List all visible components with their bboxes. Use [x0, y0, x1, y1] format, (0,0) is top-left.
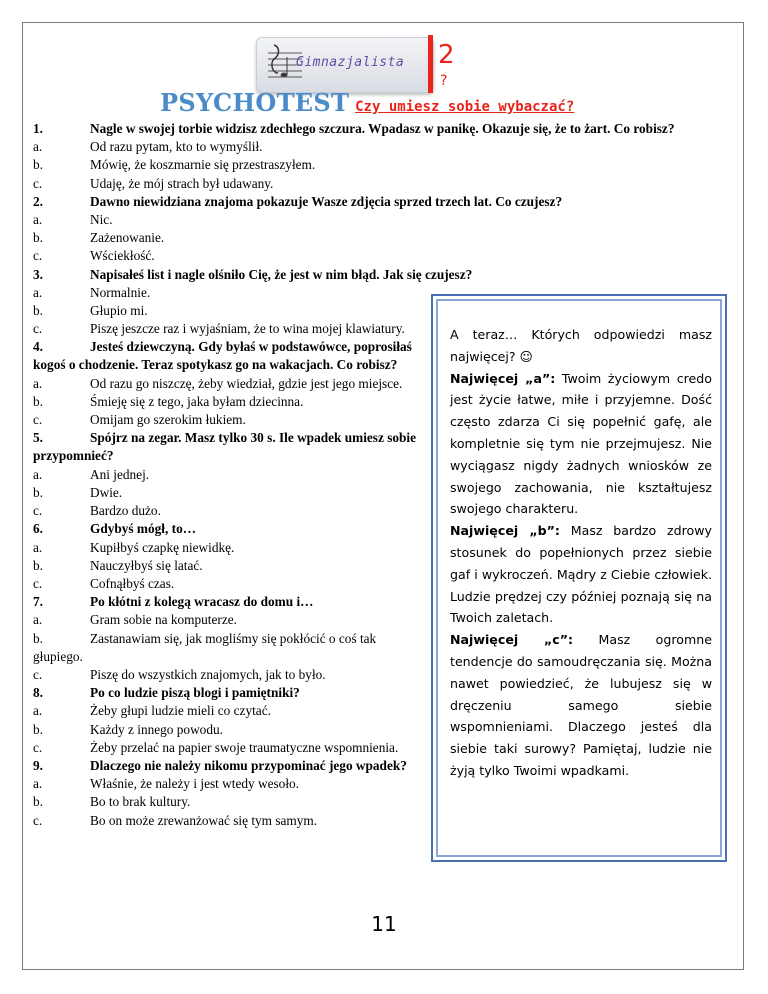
answer-2a: a. Nic.	[33, 211, 113, 227]
result-b	[450, 520, 712, 629]
question-8: 8. Po co ludzie piszą blogi i pamiętniki?	[33, 685, 300, 701]
results-box	[431, 294, 727, 862]
logo-text: Gimnazjalista	[296, 55, 405, 70]
answer-6c: c. Cofnąłbyś czas.	[33, 575, 175, 591]
answer-5a: a. Ani jednej.	[33, 466, 150, 482]
question-9: 9. Dlaczego nie należy nikomu przypominać jego wpadek?	[33, 757, 407, 773]
page-title	[160, 88, 574, 117]
result-a	[450, 368, 712, 521]
answer-1b: b. Mówię, że koszmarnie się przestraszyłem.	[33, 157, 316, 173]
answer-9c: c. Bo on może zrewanżować się tym samym.	[33, 812, 318, 828]
answer-6a: a. Kupiłbyś czapkę niewidkę.	[33, 539, 235, 555]
result-c-label: Najwięcej „c”:	[450, 632, 574, 648]
answer-8b: b. Każdy z innego powodu.	[33, 721, 223, 737]
answer-8c: c. Żeby przelać na papier swoje traumatyczne wspomnienia.	[33, 739, 399, 755]
answer-9a: a. Właśnie, że należy i jest wtedy wesoło.	[33, 776, 299, 792]
gimnazjalista-logo	[256, 33, 464, 95]
question-1: 1. Nagle w swojej torbie widzisz zdechłego szczura. Wpadasz w panikę. Okazuje się, że to żart. Co robisz?	[33, 121, 675, 136]
results-intro: A teraz… Których odpowiedzi masz najwięcej? ☺	[450, 327, 712, 364]
result-b-text: Masz bardzo zdrowy stosunek do popełnionych przez siebie gaf i wykroczeń. Mądry z Ciebie człowiek. Ludzie prędzej czy później poznają się na Twoich zaletach.	[450, 523, 712, 626]
question-3: 3. Napisałeś list i nagle olśniło Cię, że jest w nim błąd. Jak się czujesz?	[33, 266, 473, 282]
answer-3a: a. Normalnie.	[33, 284, 151, 300]
answer-1a: a. Od razu pytam, kto to wymyślił.	[33, 139, 263, 155]
answer-7a: a. Gram sobie na komputerze.	[33, 612, 237, 628]
result-b-label: Najwięcej „b”:	[450, 523, 560, 539]
question-2: 2. Dawno niewidziana znajoma pokazuje Wasze zdjęcia sprzed trzech lat. Co czujesz?	[33, 193, 563, 209]
answer-7b: b. Zastanawiam się, jak mogliśmy się pokłócić o coś tak głupiego.	[33, 630, 377, 664]
result-a-label: Najwięcej „a”:	[450, 370, 556, 386]
page-number: 11	[371, 912, 397, 936]
answer-4b: b. Śmieję się z tego, jaka byłam dziecinna.	[33, 393, 304, 409]
answer-9b: b. Bo to brak kultury.	[33, 794, 191, 810]
result-c	[450, 629, 712, 782]
answer-5b: b. Dwie.	[33, 484, 123, 500]
result-a-text: Twoim życiowym credo jest życie łatwe, miłe i przyjemne. Dość często zdarza Ci się popełnić gafę, ale kompletnie się tym nie przejmujesz. Nie wyciągasz nigdy żadnych wniosków ze swojego zachowania, nie kształtujesz swojego charakteru.	[450, 370, 712, 517]
title-main: PSYCHOTEST	[160, 88, 350, 117]
result-c-text: Masz ogromne tendencje do samoudręczania się. Można nawet powiedzieć, że lubujesz się w dręczeniu samego siebie wspomnieniami. Dlaczego jesteś dla siebie taki surowy? Pamiętaj, ludzie nie żyją tylko Twoimi wpadkami.	[450, 632, 712, 778]
narrow-column	[33, 320, 423, 830]
question-7: 7. Po kłótni z kolegą wracasz do domu i…	[33, 594, 314, 610]
answer-8a: a. Żeby głupi ludzie mieli co czytać.	[33, 703, 271, 719]
results-content	[450, 324, 712, 782]
answer-2c: c. Wściekłość.	[33, 248, 155, 264]
answer-1c: c. Udaję, że mój strach był udawany.	[33, 175, 274, 191]
title-subtitle: Czy umiesz sobie wybaczać?	[355, 99, 575, 115]
logo-number-icon	[424, 33, 464, 95]
answer-5c: c. Bardzo dużo.	[33, 503, 161, 519]
answer-2b: b. Zażenowanie.	[33, 230, 165, 246]
question-4: 4. Jesteś dziewczyną. Gdy byłaś w podstawówce, poprosiłaś kogoś o chodzenie. Teraz spotykasz go na wakacjach. Co robisz?	[33, 339, 412, 373]
answer-7c: c. Piszę do wszystkich znajomych, jak to było.	[33, 666, 326, 682]
svg-text:2: 2	[438, 40, 455, 70]
question-6: 6. Gdybyś mógł, to…	[33, 521, 197, 537]
question-5: 5. Spójrz na zegar. Masz tylko 30 s. Ile wpadek umiesz sobie przypomnieć?	[33, 430, 417, 464]
answer-6b: b. Nauczyłbyś się latać.	[33, 557, 203, 573]
svg-text:?: ?	[440, 73, 448, 89]
answer-4c: c. Omijam go szerokim łukiem.	[33, 412, 246, 428]
answer-3b: b. Głupio mi.	[33, 302, 148, 318]
answer-3c: c. Piszę jeszcze raz i wyjaśniam, że to wina mojej klawiatury.	[33, 321, 405, 337]
answer-4a: a. Od razu go niszczę, żeby wiedział, gdzie jest jego miejsce.	[33, 375, 403, 391]
